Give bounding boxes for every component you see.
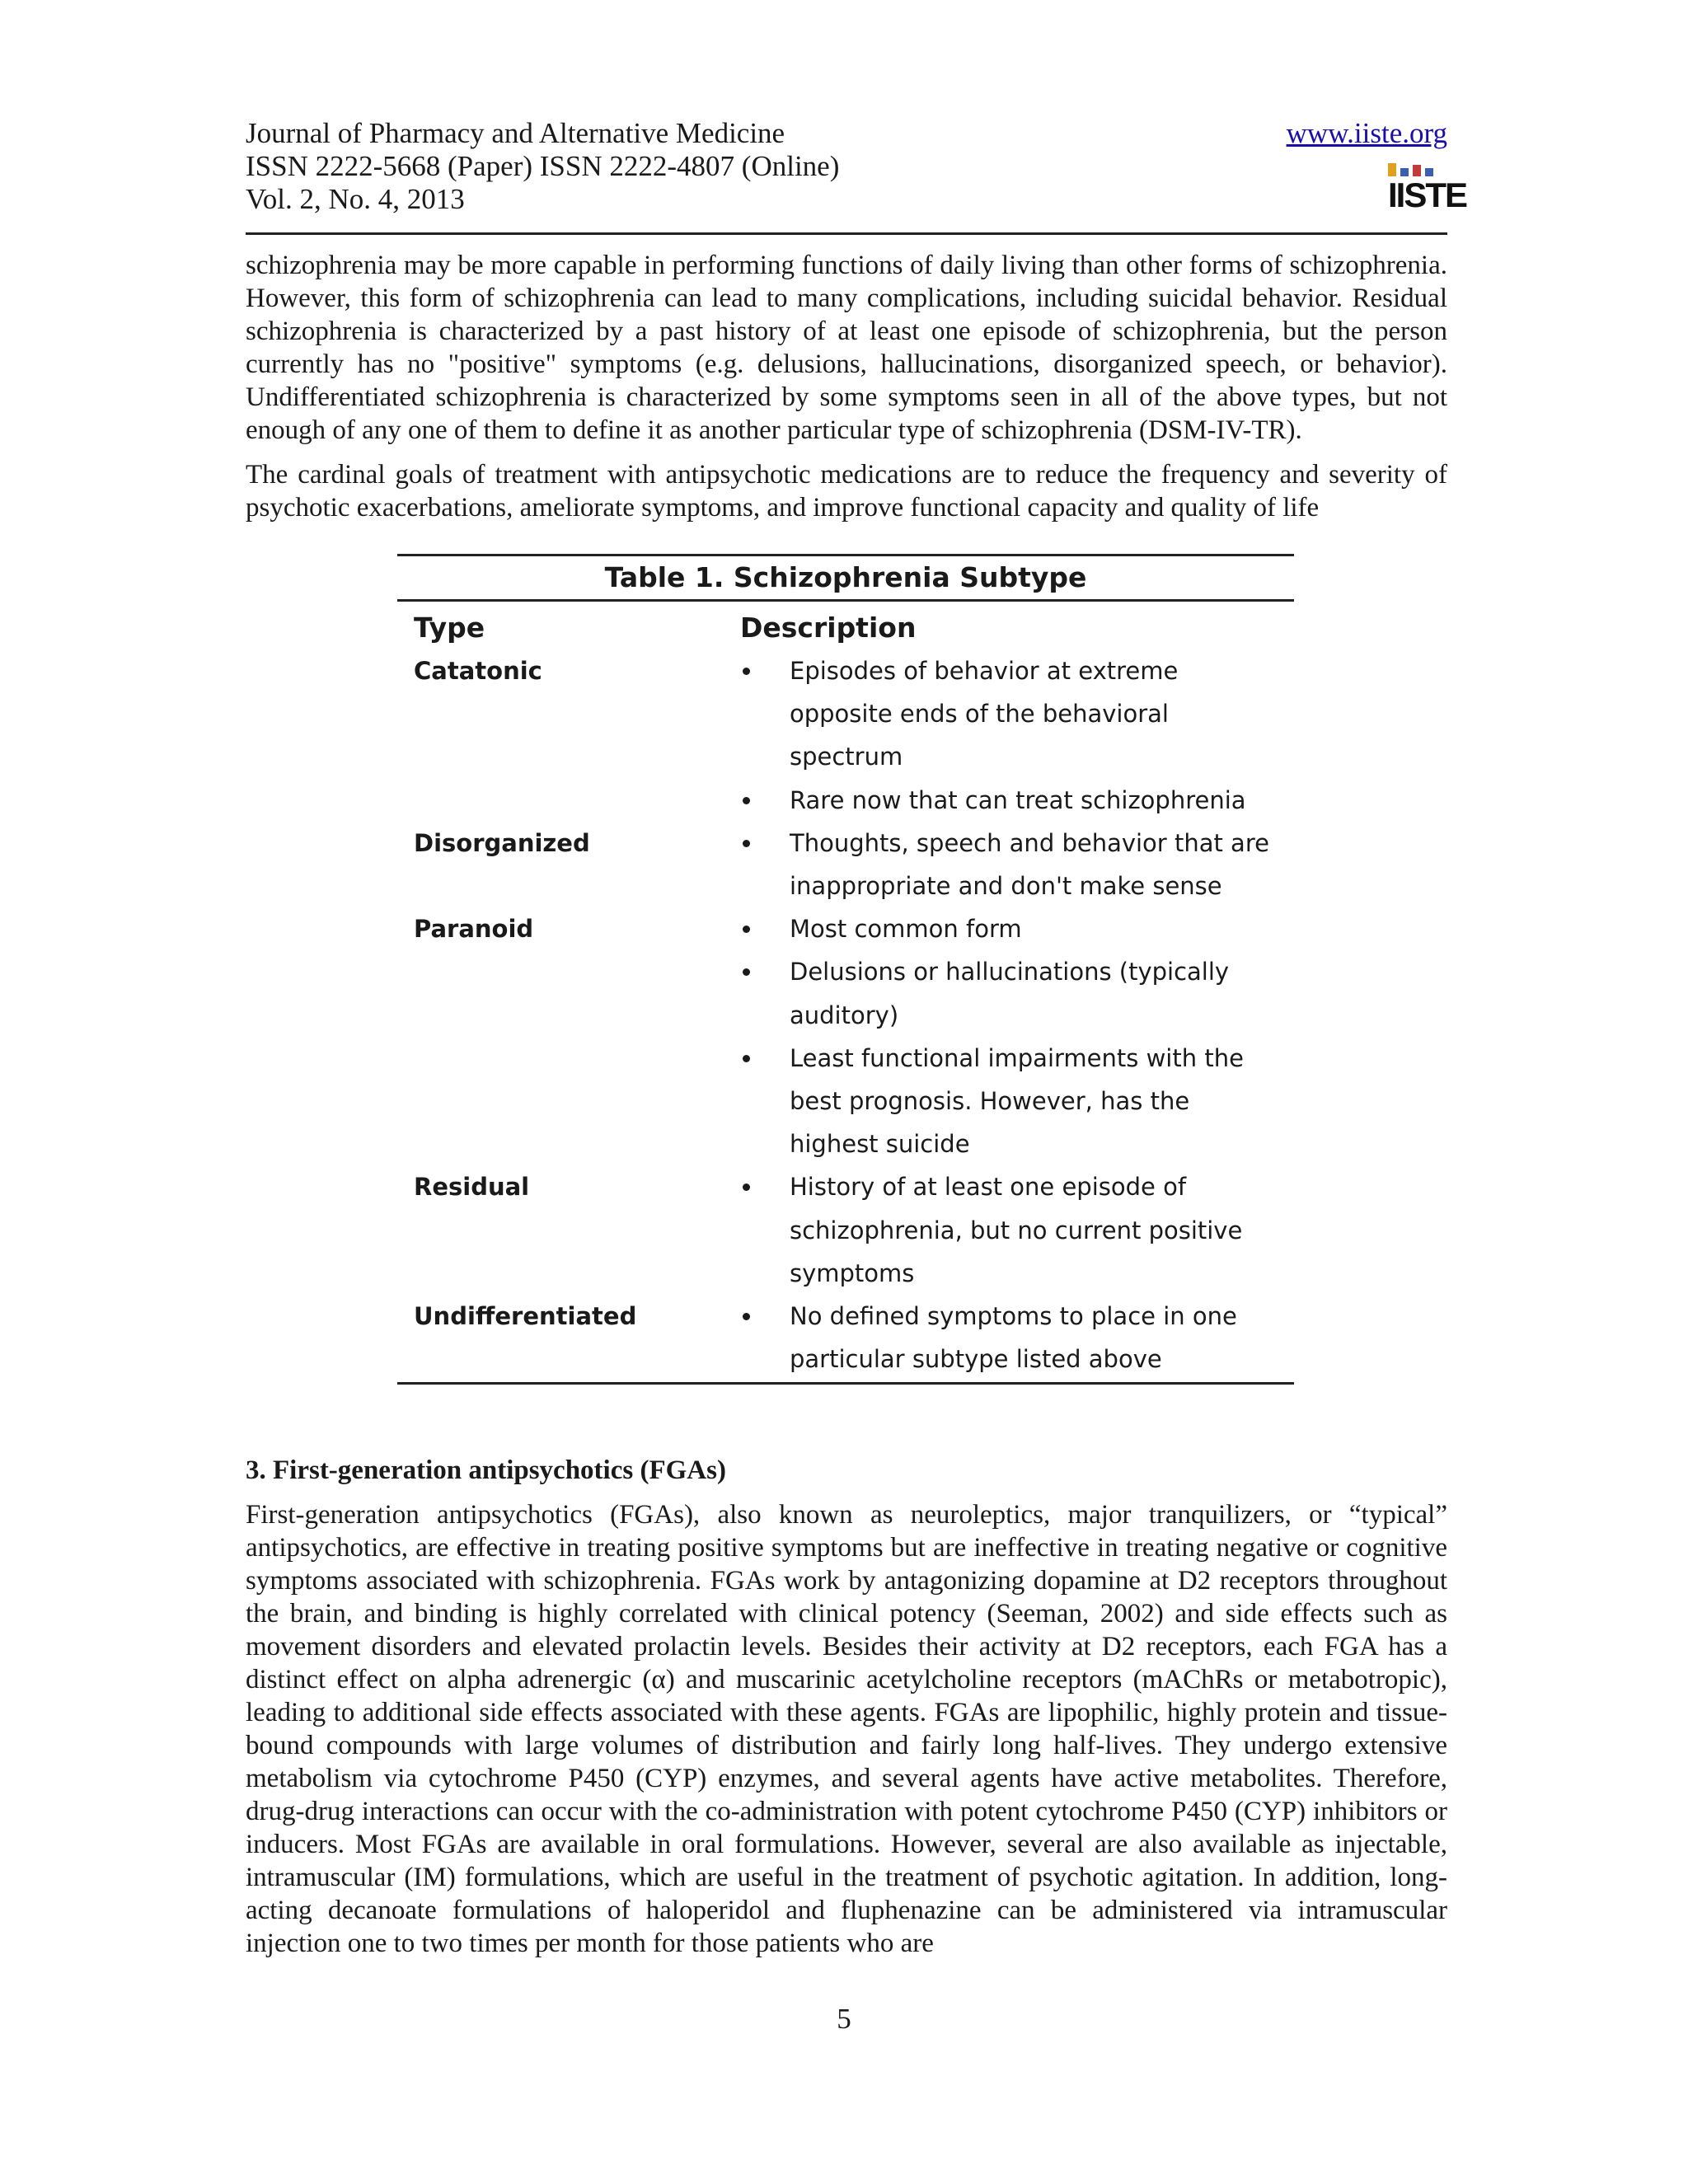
row-type: Undifferentiated <box>414 1302 637 1331</box>
list-item: No defined symptoms to place in one particular subtype listed above <box>740 1295 1294 1380</box>
row-type: Residual <box>414 1173 530 1202</box>
bullet-list <box>740 907 1294 1165</box>
table-row-catatonic <box>397 649 1294 822</box>
bullet-list <box>740 1295 1294 1380</box>
column-header-type: Type <box>414 612 485 644</box>
paragraph-fgas: First-generation antipsychotics (FGAs), also known as neuroleptics, major tranquilizers, or “typical” antipsychotics, are effective in treating positive symptoms but are ineffective in treating negative or cognitive symptoms associated with schizophrenia. FGAs work by antagonizing dopamine at D2 receptors throughout the brain, and binding is highly correlated with clinical potency (Seeman, 2002) and side effects such as movement disorders and elevated prolactin levels. Besides their activity at D2 receptors, each FGA has a distinct effect on alpha adrenergic (α) and muscarinic acetylcholine receptors (mAChRs or metabotropic), leading to additional side effects associated with these agents. FGAs are lipophilic, highly protein and tissue-bound compounds with large volumes of distribution and fairly long half-lives. They undergo extensive metabolism via cytochrome P450 (CYP) enzymes, and several agents have active metabolites. Therefore, drug-drug interactions can occur with the co-administration with potent cytochrome P450 (CYP) inhibitors or inducers. Most FGAs are available in oral formulations. However, several are also available as injectable, intramuscular (IM) formulations, which are useful in the treatment of psychotic agitation. In addition, long-acting decanoate formulations of haloperidol and fluphenazine can be administered via intramuscular injection one to two times per month for those patients who are <box>246 1500 1447 1958</box>
page-header <box>246 117 1467 235</box>
list-item: Episodes of behavior at extreme opposite ends of the behavioral spectrum <box>740 649 1294 779</box>
bullet-list <box>740 1165 1294 1295</box>
table-header-row <box>397 602 1294 649</box>
paragraph-treatment-goals: The cardinal goals of treatment with antipsychotic medications are to reduce the frequency and severity of psychotic exacerbations, ameliorate symptoms, and improve functional capacity and quality of life <box>246 460 1447 523</box>
row-type: Disorganized <box>414 828 590 857</box>
list-item: History of at least one episode of schizophrenia, but no current positive symptoms <box>740 1165 1294 1295</box>
section-title: 3. First-generation antipsychotics (FGAs) <box>246 1455 726 1485</box>
page-number: 5 <box>837 2003 851 2035</box>
logo-bar-1 <box>1388 163 1396 176</box>
table-row-disorganized <box>397 822 1294 907</box>
logo-bars <box>1388 163 1447 176</box>
logo-text: IISTE <box>1388 176 1467 214</box>
iiste-logo <box>1388 163 1467 218</box>
bullet-list <box>740 649 1294 822</box>
table-row-undifferentiated <box>397 1295 1294 1380</box>
table-row-paranoid <box>397 907 1294 1165</box>
issn-line: ISSN 2222-5668 (Paper) ISSN 2222-4807 (Online) <box>246 150 840 182</box>
row-type: Catatonic <box>414 657 542 685</box>
list-item: Delusions or hallucinations (typically auditory) <box>740 950 1294 1036</box>
bullet-list <box>740 822 1294 907</box>
list-item: Most common form <box>740 907 1294 950</box>
volume-line: Vol. 2, No. 4, 2013 <box>246 183 465 215</box>
list-item: Thoughts, speech and behavior that are inappropriate and don't make sense <box>740 822 1294 907</box>
column-header-description: Description <box>740 612 917 644</box>
table-row-residual <box>397 1165 1294 1295</box>
table-caption: Table 1. Schizophrenia Subtype <box>397 556 1294 602</box>
schizophrenia-subtype-table <box>397 554 1294 1385</box>
table-bottom-spacer <box>397 1380 1294 1382</box>
paragraph-subtypes: schizophrenia may be more capable in performing functions of daily living than other forms of schizophrenia. However, this form of schizophrenia can lead to many complications, including suicidal behavior. Residual schizophrenia is characterized by a past history of at least one episode of schizophrenia, but the person currently has no "positive" symptoms (e.g. delusions, hallucinations, disorganized speech, or behavior). Undifferentiated schizophrenia is characterized by some symptoms seen in all of the above types, but not enough of any one of them to define it as another particular type of schizophrenia (DSM-IV-TR). <box>246 251 1447 445</box>
logo-bar-3 <box>1413 165 1421 176</box>
journal-url-link[interactable]: www.iiste.org <box>1286 117 1447 149</box>
list-item: Rare now that can treat schizophrenia <box>740 779 1294 822</box>
journal-title: Journal of Pharmacy and Alternative Medicine <box>246 117 785 149</box>
row-type: Paranoid <box>414 915 534 944</box>
list-item: Least functional impairments with the best prognosis. However, has the highest suicide <box>740 1037 1294 1166</box>
